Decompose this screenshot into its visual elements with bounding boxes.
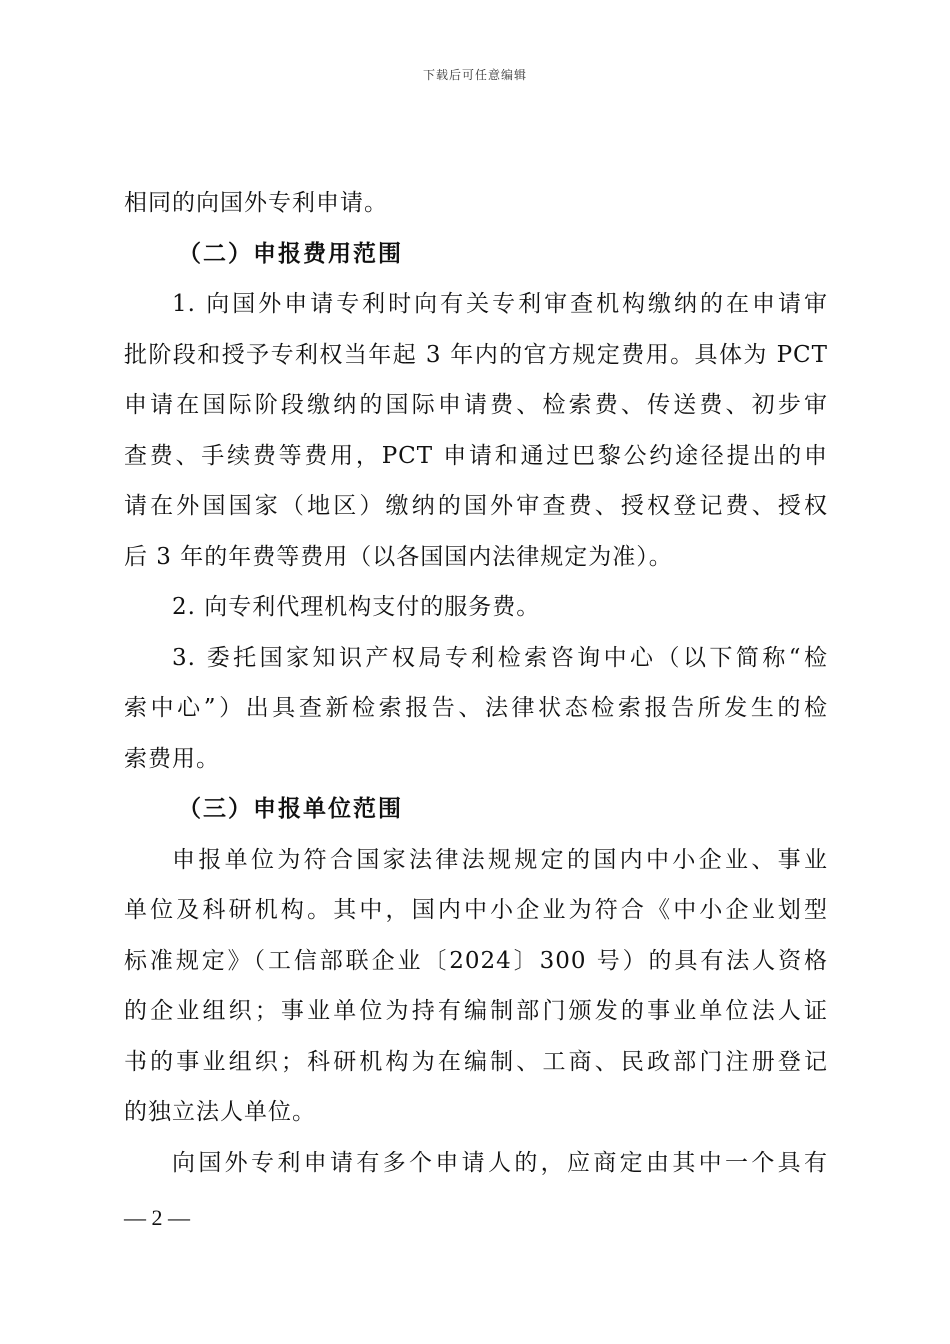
text-line: 书的事业组织；科研机构为在编制、工商、民政部门注册登记 (124, 1048, 828, 1075)
text-line: 单位及科研机构。其中，国内中小企业为符合《中小企业划型 (124, 897, 828, 923)
text-line: 后 3 年的年费等费用（以各国国内法律规定为准）。 (124, 543, 673, 570)
text-line: 批阶段和授予专利权当年起 3 年内的官方规定费用。具体为 PCT (124, 341, 828, 368)
text-line: 的独立法人单位。 (124, 1099, 316, 1125)
page-number: — 2 — (124, 1205, 190, 1230)
text-line: 向国外专利申请有多个申请人的，应商定由其中一个具有 (172, 1149, 828, 1176)
text-line: 申请在国际阶段缴纳的国际申请费、检索费、传送费、初步审 (124, 392, 828, 418)
text-line: 查费、手续费等费用，PCT 申请和通过巴黎公约途径提出的申 (124, 442, 828, 469)
text-line: 2. 向专利代理机构支付的服务费。 (172, 594, 541, 620)
text-line: 索费用。 (124, 745, 220, 772)
text-line: 的企业组织；事业单位为持有编制部门颁发的事业单位法人证 (124, 998, 828, 1024)
text-line: 索中心”）出具查新检索报告、法律状态检索报告所发生的检 (124, 695, 828, 721)
text-line: 相同的向国外专利申请。 (124, 190, 388, 216)
text-line: 3. 委托国家知识产权局专利检索咨询中心（以下简称“检 (172, 644, 828, 671)
text-line: 标准规定》（工信部联企业〔2024〕300 号）的具有法人资格 (124, 947, 828, 974)
document-body (124, 178, 828, 1188)
text-line: 申报单位为符合国家法律法规规定的国内中小企业、事业 (172, 846, 828, 873)
text-line: 1. 向国外申请专利时向有关专利审查机构缴纳的在申请审 (172, 291, 828, 317)
section-heading: （二）申报费用范围 (178, 239, 403, 267)
header-note: 下载后可任意编辑 (422, 68, 527, 82)
text-line: 请在外国国家（地区）缴纳的国外审查费、授权登记费、授权 (124, 493, 828, 519)
section-heading: （三）申报单位范围 (178, 795, 403, 822)
